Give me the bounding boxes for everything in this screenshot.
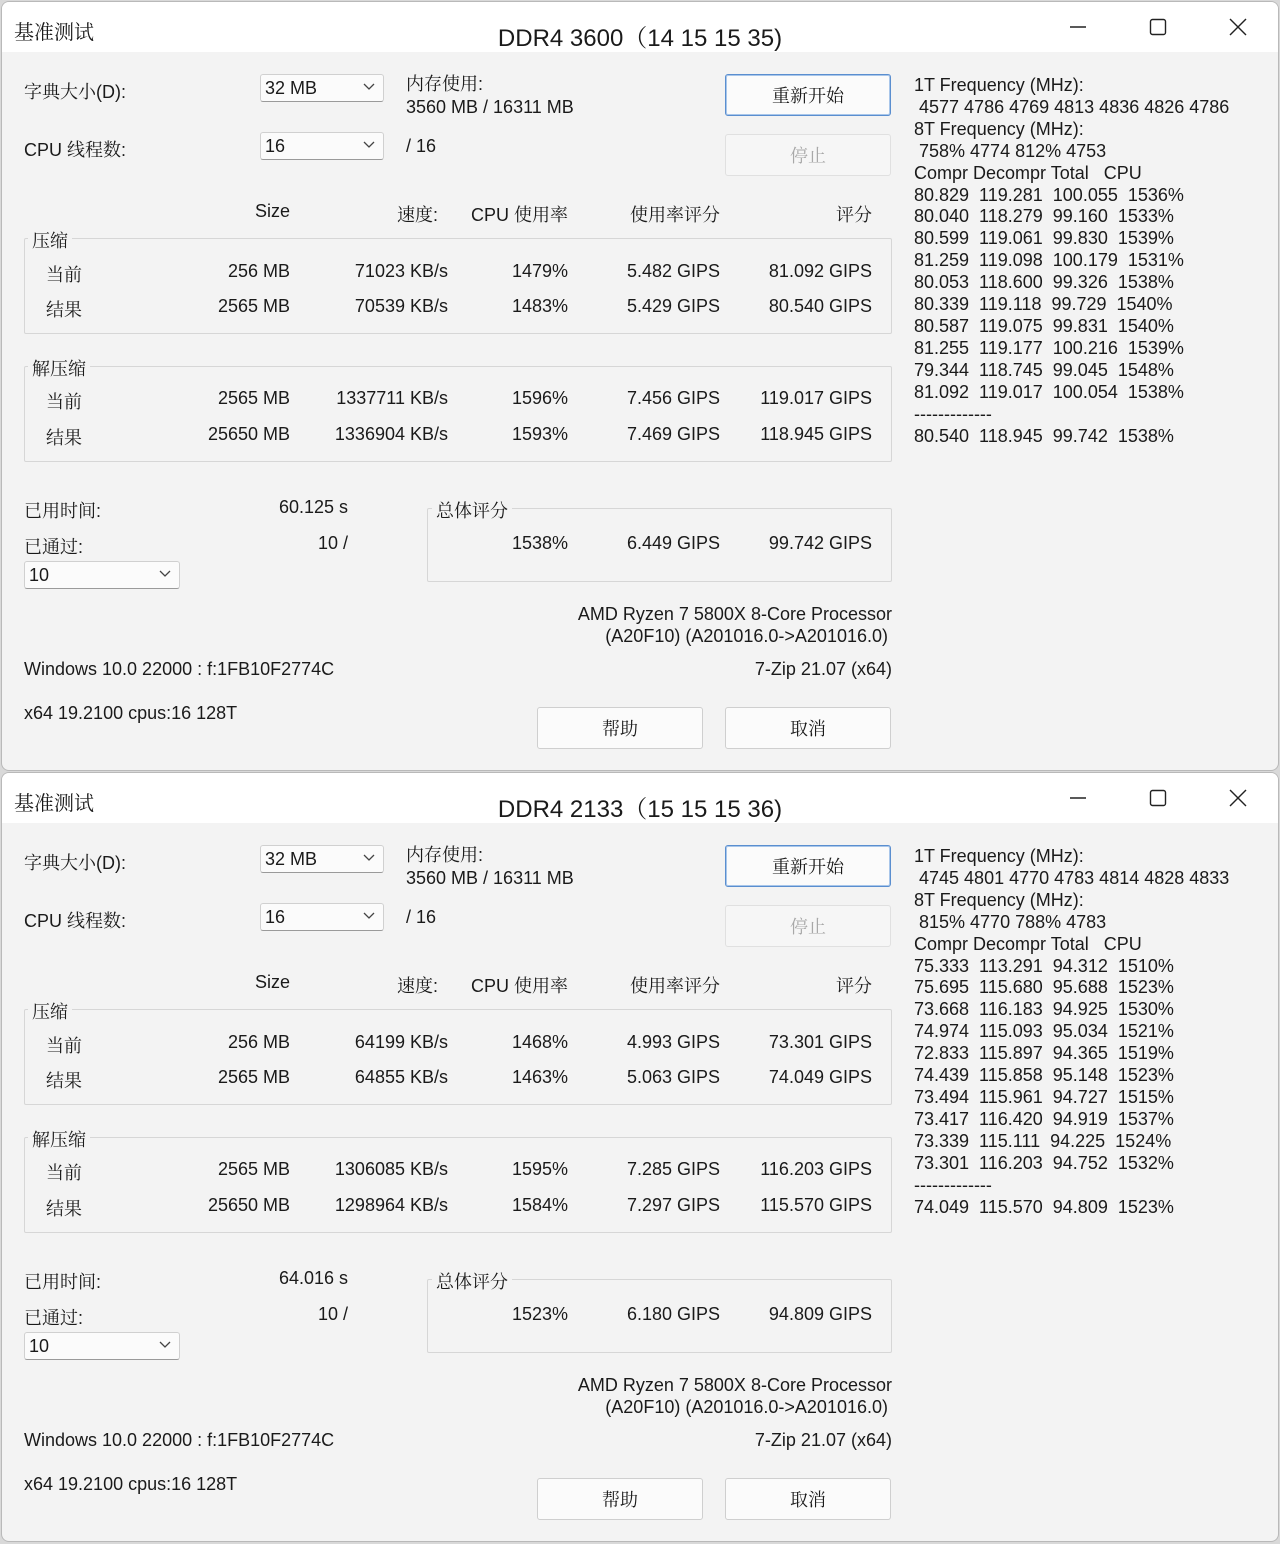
threads-label: CPU 线程数: [24,911,127,931]
log-line: Compr Decompr Total CPU [914,933,1142,954]
decompress-current-size: 2565 MB [217,388,290,408]
threads-total: / 16 [406,136,437,156]
minimize-button[interactable] [1038,2,1118,52]
compress-result-speed: 64855 KB/s [354,1067,448,1087]
benchmark-log [914,75,1229,447]
decompress-current-label: 当前 [46,392,82,412]
total-cpu: 1523% [511,1304,568,1324]
total-rating-title: 总体评分 [432,1268,512,1294]
window-title: DDR4 2133（15 15 15 36) [497,796,783,823]
title-bar[interactable] [2,773,1278,823]
decompress-current-size: 2565 MB [217,1159,290,1179]
log-line: 80.053 118.600 99.326 1538% [914,272,1174,293]
total-usage-rating: 6.180 GIPS [626,1304,720,1324]
log-line: Compr Decompr Total CPU [914,162,1142,183]
threads-value: 16 [265,907,286,927]
maximize-icon [1149,18,1167,36]
app-name: 基准测试 [14,22,94,44]
restart-button[interactable]: 重新开始 [725,74,891,116]
compress-current-rating: 81.092 GIPS [768,261,872,281]
log-line: 75.333 113.291 94.312 1510% [914,955,1174,976]
memory-usage-label: 内存使用: [406,74,484,94]
decompress-result-rating: 118.945 GIPS [760,424,872,444]
log-line: ------------- [914,403,992,424]
log-line: 758% 4774 812% 4753 [914,140,1107,161]
log-line: 80.540 118.945 99.742 1538% [914,425,1174,446]
compress-current-label: 当前 [46,1036,82,1056]
minimize-icon [1069,789,1087,807]
minimize-icon [1069,18,1087,36]
log-line: 73.417 116.420 94.919 1537% [914,1108,1174,1129]
decompress-current-usage-rating: 7.456 GIPS [626,388,720,408]
header-usage-rating: 使用率评分 [630,976,720,996]
log-line: 80.339 119.118 99.729 1540% [914,294,1173,315]
log-line: 79.344 118.745 99.045 1548% [914,359,1174,380]
compress-result-cpu: 1463% [511,1067,568,1087]
compress-result-label: 结果 [46,1071,82,1091]
decompress-current-cpu: 1595% [511,1159,568,1179]
compress-current-cpu: 1468% [511,1032,568,1052]
chevron-down-icon [363,854,375,862]
elapsed-value: 60.125 s [278,497,348,517]
decompress-result-usage-rating: 7.469 GIPS [626,424,720,444]
passes-label: 已通过: [24,537,84,557]
help-button[interactable]: 帮助 [537,1478,703,1520]
version-info: 7-Zip 21.07 (x64) [754,659,892,679]
benchmark-log [914,846,1229,1218]
log-line: 80.587 119.075 99.831 1540% [914,315,1174,336]
dict-size-label: 字典大小(D): [24,853,126,873]
log-line: 1T Frequency (MHz): [914,75,1084,95]
log-line: 73.494 115.961 94.727 1515% [914,1086,1174,1107]
benchmark-window [1,1,1279,771]
log-line: 74.439 115.858 95.148 1523% [914,1065,1174,1086]
total-usage-rating: 6.449 GIPS [626,533,720,553]
decompress-current-cpu: 1596% [511,388,568,408]
os-info: Windows 10.0 22000 : f:1FB10F2774C [24,659,335,679]
decompress-result-usage-rating: 7.297 GIPS [626,1195,720,1215]
compress-current-size: 256 MB [227,261,290,281]
compress-result-rating: 80.540 GIPS [768,296,872,316]
decompress-current-rating: 119.017 GIPS [760,388,872,408]
os-info: Windows 10.0 22000 : f:1FB10F2774C [24,1430,335,1450]
stop-button[interactable]: 停止 [725,134,891,176]
compress-result-size: 2565 MB [217,1067,290,1087]
log-line: 81.092 119.017 100.054 1538% [914,381,1184,402]
stop-button[interactable]: 停止 [725,905,891,947]
threads-select[interactable] [260,132,384,160]
chevron-down-icon [363,83,375,91]
decompress-current-rating: 116.203 GIPS [760,1159,872,1179]
log-line: 81.259 119.098 100.179 1531% [914,250,1184,271]
close-icon [1229,789,1247,807]
header-cpu-usage: CPU 使用率 [470,205,568,225]
decompress-current-label: 当前 [46,1163,82,1183]
decompress-current-usage-rating: 7.285 GIPS [626,1159,720,1179]
decompress-result-cpu: 1593% [511,424,568,444]
header-size: Size [254,972,290,992]
compress-current-usage-rating: 5.482 GIPS [626,261,720,281]
dict-size-select[interactable] [260,845,384,873]
build-info: x64 19.2100 cpus:16 128T [24,1474,238,1494]
memory-usage-label: 内存使用: [406,845,484,865]
memory-usage-value: 3560 MB / 16311 MB [406,868,574,888]
threads-label: CPU 线程数: [24,140,127,160]
compress-result-label: 结果 [46,300,82,320]
compress-title: 压缩 [28,998,72,1024]
passes-select-value: 10 [29,1336,50,1356]
elapsed-label: 已用时间: [24,1272,102,1292]
maximize-button[interactable] [1118,773,1198,823]
decompress-result-size: 25650 MB [207,1195,290,1215]
dict-size-label: 字典大小(D): [24,82,126,102]
log-line: ------------- [914,1174,992,1195]
compress-title: 压缩 [28,227,72,253]
header-cpu-usage: CPU 使用率 [470,976,568,996]
app-name: 基准测试 [14,793,94,815]
threads-select[interactable] [260,903,384,931]
compress-result-rating: 74.049 GIPS [768,1067,872,1087]
chevron-down-icon [159,570,171,578]
cpu-name: AMD Ryzen 7 5800X 8-Core Processor [577,1375,892,1395]
compress-current-size: 256 MB [227,1032,290,1052]
decompress-group [24,366,892,462]
header-speed: 速度: [396,976,438,996]
log-line: 8T Frequency (MHz): [914,118,1084,139]
close-button[interactable] [1198,2,1278,52]
chevron-down-icon [363,141,375,149]
header-speed: 速度: [396,205,438,225]
decompress-result-speed: 1298964 KB/s [334,1195,448,1215]
decompress-result-rating: 115.570 GIPS [760,1195,872,1215]
compress-current-cpu: 1479% [511,261,568,281]
decompress-result-label: 结果 [46,1199,82,1219]
passes-label: 已通过: [24,1308,84,1328]
total-rating: 94.809 GIPS [768,1304,872,1324]
passes-value: 10 / [317,533,348,553]
log-line: 8T Frequency (MHz): [914,889,1084,910]
maximize-icon [1149,789,1167,807]
cancel-button[interactable]: 取消 [725,1478,891,1520]
log-line: 74.974 115.093 95.034 1521% [914,1021,1174,1042]
passes-select-value: 10 [29,565,50,585]
passes-value: 10 / [317,1304,348,1324]
decompress-result-cpu: 1584% [511,1195,568,1215]
minimize-button[interactable] [1038,773,1118,823]
total-cpu: 1538% [511,533,568,553]
decompress-current-speed: 1337711 KB/s [336,388,448,408]
compress-result-cpu: 1483% [511,296,568,316]
header-rating: 评分 [836,205,872,225]
log-line: 80.040 118.279 99.160 1533% [914,206,1174,227]
help-button[interactable]: 帮助 [537,707,703,749]
log-line: 1T Frequency (MHz): [914,846,1084,866]
decompress-result-label: 结果 [46,428,82,448]
compress-current-label: 当前 [46,265,82,285]
chevron-down-icon [159,1341,171,1349]
log-line: 4745 4801 4770 4783 4814 4828 4833 [914,867,1230,888]
restart-button[interactable]: 重新开始 [725,845,891,887]
compress-result-size: 2565 MB [217,296,290,316]
log-line: 74.049 115.570 94.809 1523% [914,1196,1174,1217]
log-line: 72.833 115.897 94.365 1519% [914,1043,1174,1064]
compress-current-usage-rating: 4.993 GIPS [626,1032,720,1052]
log-line: 73.668 116.183 94.925 1530% [914,999,1174,1020]
close-button[interactable] [1198,773,1278,823]
log-line: 815% 4770 788% 4783 [914,911,1107,932]
build-info: x64 19.2100 cpus:16 128T [24,703,238,723]
compress-result-usage-rating: 5.429 GIPS [626,296,720,316]
header-size: Size [254,201,290,221]
close-icon [1229,18,1247,36]
chevron-down-icon [363,912,375,920]
cpu-id: (A20F10) (A201016.0->A201016.0) [605,1397,888,1417]
log-line: 4577 4786 4769 4813 4836 4826 4786 [914,96,1230,117]
log-line: 73.339 115.111 94.225 1524% [914,1130,1172,1151]
dict-size-value: 32 MB [265,849,318,869]
decompress-result-size: 25650 MB [207,424,290,444]
title-bar[interactable] [2,2,1278,52]
compress-group [24,238,892,334]
log-line: 81.255 119.177 100.216 1539% [914,337,1184,358]
passes-select[interactable] [24,1332,180,1360]
window-title: DDR4 3600（14 15 15 35) [497,25,783,52]
compress-current-speed: 71023 KB/s [354,261,448,281]
compress-current-speed: 64199 KB/s [354,1032,448,1052]
memory-usage-value: 3560 MB / 16311 MB [406,97,574,117]
passes-select[interactable] [24,561,180,589]
header-usage-rating: 使用率评分 [630,205,720,225]
log-line: 75.695 115.680 95.688 1523% [914,977,1174,998]
decompress-title: 解压缩 [28,355,90,381]
cpu-id: (A20F10) (A201016.0->A201016.0) [605,626,888,646]
elapsed-label: 已用时间: [24,501,102,521]
total-rating: 99.742 GIPS [768,533,872,553]
cancel-button[interactable]: 取消 [725,707,891,749]
log-line: 80.829 119.281 100.055 1536% [914,184,1184,205]
decompress-group [24,1137,892,1233]
elapsed-value: 64.016 s [278,1268,348,1288]
total-rating-title: 总体评分 [432,497,512,523]
cpu-name: AMD Ryzen 7 5800X 8-Core Processor [577,604,892,624]
threads-total: / 16 [406,907,437,927]
compress-group [24,1009,892,1105]
header-rating: 评分 [836,976,872,996]
log-line: 80.599 119.061 99.830 1539% [914,228,1174,249]
decompress-current-speed: 1306085 KB/s [334,1159,448,1179]
dict-size-select[interactable] [260,74,384,102]
maximize-button[interactable] [1118,2,1198,52]
compress-result-speed: 70539 KB/s [354,296,448,316]
dict-size-value: 32 MB [265,78,318,98]
log-line: 73.301 116.203 94.752 1532% [914,1152,1174,1173]
compress-result-usage-rating: 5.063 GIPS [626,1067,720,1087]
decompress-result-speed: 1336904 KB/s [334,424,448,444]
benchmark-window [1,772,1279,1542]
version-info: 7-Zip 21.07 (x64) [754,1430,892,1450]
compress-current-rating: 73.301 GIPS [768,1032,872,1052]
decompress-title: 解压缩 [28,1126,90,1152]
threads-value: 16 [265,136,286,156]
